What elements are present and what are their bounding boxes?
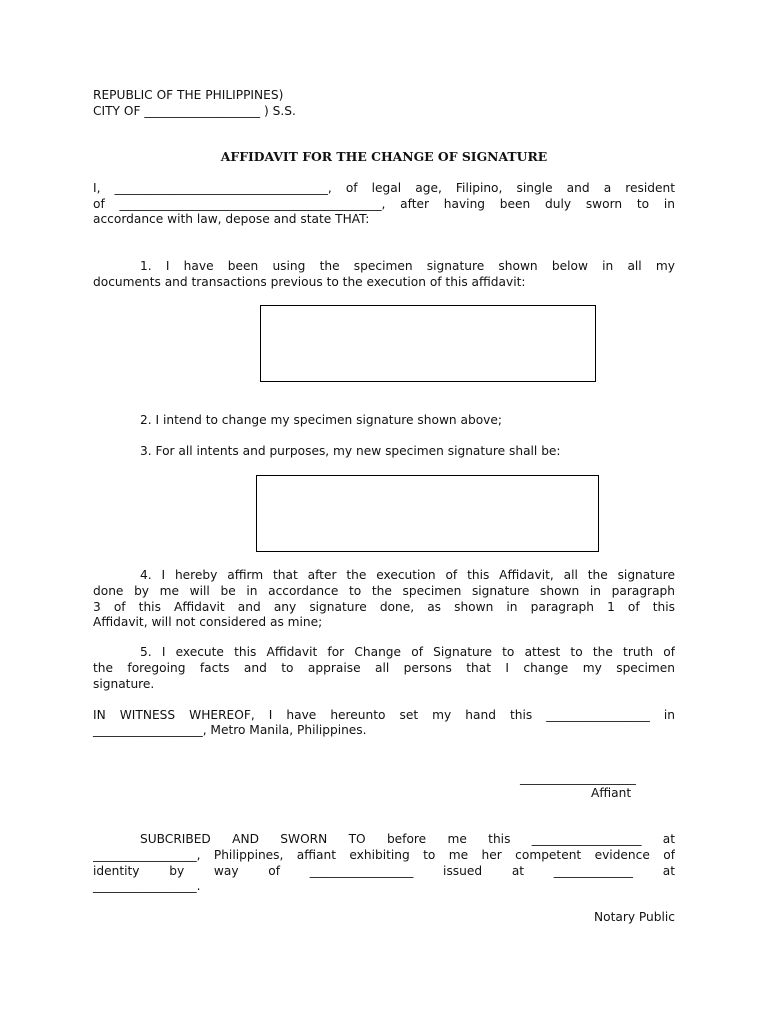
paragraph-line: __________________, Metro Manila, Philippines.: [93, 723, 367, 737]
paragraph-line: _________________, Philippines, affiant exhibiting to me her competent evidence of: [93, 848, 675, 862]
document-title: AFFIDAVIT FOR THE CHANGE OF SIGNATURE: [220, 149, 548, 164]
paragraph-line: _________________.: [93, 879, 201, 893]
paragraph-line: IN WITNESS WHEREOF, I have hereunto set my hand this _________________ in: [93, 708, 675, 722]
paragraph-line: 3 of this Affidavit and any signature done, as shown in paragraph 1 of this: [93, 600, 675, 614]
paragraph-line: 1. I have been using the specimen signature shown below in all my: [140, 259, 675, 273]
intro-line: of ___________________________________________, after having been duly sworn to in: [93, 197, 675, 211]
paragraph-line: SUBCRIBED AND SWORN TO before me this __________________ at: [140, 832, 675, 846]
paragraph-2: 2. I intend to change my specimen signature shown above;: [140, 413, 502, 427]
paragraph-line: identity by way of _________________ issued at _____________ at: [93, 864, 675, 878]
header-city: CITY OF ___________________ ) S.S.: [93, 104, 296, 118]
paragraph-line: 5. I execute this Affidavit for Change of Signature to attest to the truth of: [140, 645, 675, 659]
notary-public-label: Notary Public: [594, 910, 675, 924]
affiant-signature-line: ___________________: [520, 771, 636, 785]
intro-line: accordance with law, depose and state THAT:: [93, 212, 370, 226]
new-signature-box: [256, 475, 599, 552]
paragraph-line: Affidavit, will not considered as mine;: [93, 615, 323, 629]
paragraph-3: 3. For all intents and purposes, my new specimen signature shall be:: [140, 444, 561, 458]
paragraph-line: the foregoing facts and to appraise all persons that I change my specimen: [93, 661, 675, 675]
paragraph-line: 4. I hereby affirm that after the execution of this Affidavit, all the signature: [140, 568, 675, 582]
paragraph-line: done by me will be in accordance to the specimen signature shown in paragraph: [93, 584, 675, 598]
paragraph-line: documents and transactions previous to the execution of this affidavit:: [93, 275, 526, 289]
paragraph-line: signature.: [93, 677, 155, 691]
intro-line: I, ___________________________________, of legal age, Filipino, single and a resident: [93, 181, 675, 195]
old-signature-box: [260, 305, 596, 382]
header-republic: REPUBLIC OF THE PHILIPPINES): [93, 88, 284, 102]
affiant-label: Affiant: [591, 786, 632, 800]
